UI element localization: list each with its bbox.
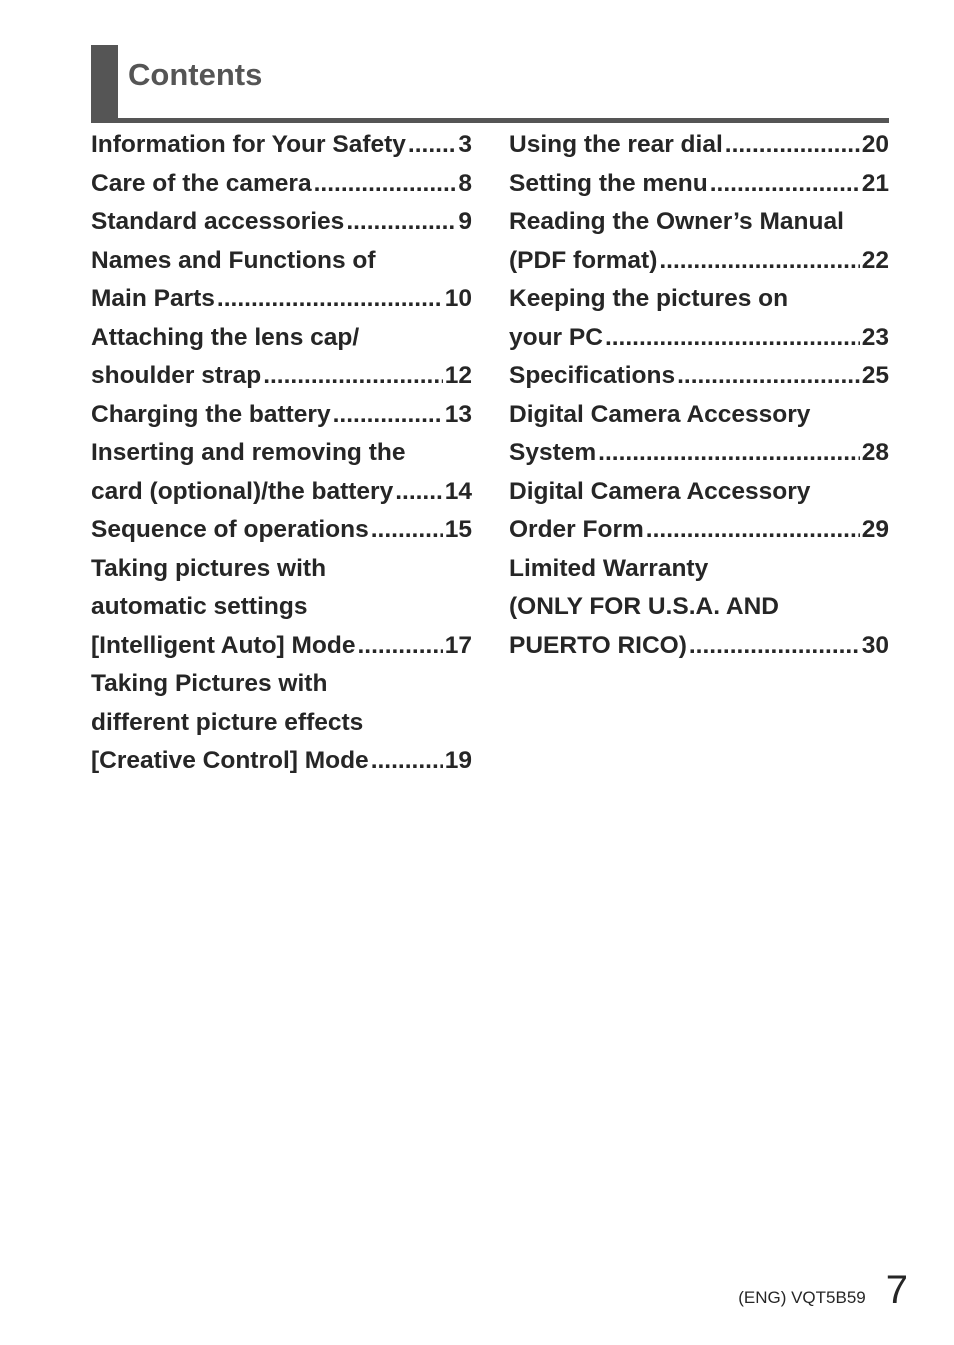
toc-dot-leader [677, 357, 860, 396]
toc-entry-title-line[interactable]: Taking pictures with [91, 554, 327, 582]
toc-entry-title-line[interactable]: Inserting and removing the [91, 439, 406, 466]
toc-entry[interactable] [91, 627, 472, 666]
toc-entry-title-line[interactable]: different picture effects [91, 708, 364, 736]
toc-entry-title: PUERTO RICO) [509, 631, 687, 659]
toc-page-number: 10 [444, 285, 472, 312]
toc-entry-title-line[interactable]: Names and Functions of [91, 246, 376, 274]
toc-entry-title: Standard accessories [91, 208, 345, 235]
toc-entry[interactable] [509, 319, 889, 358]
toc-dot-leader [314, 165, 457, 204]
toc-entry-title-line[interactable]: automatic settings [91, 593, 308, 620]
toc-dot-leader [408, 126, 456, 165]
header-accent-bar [91, 45, 118, 123]
toc-entry-title-line[interactable]: Attaching the lens cap/ [91, 323, 360, 351]
contents-header [91, 45, 889, 123]
toc-entry[interactable] [91, 742, 472, 781]
toc-entry-title: Specifications [509, 362, 676, 389]
toc-entry[interactable] [91, 165, 472, 204]
toc-left-column [91, 126, 472, 781]
page-number: 7 [885, 1268, 908, 1312]
toc-dot-leader [605, 319, 860, 358]
toc-page-number: 13 [444, 400, 472, 428]
toc-page-number: 14 [444, 477, 472, 505]
toc-dot-leader [659, 242, 859, 281]
toc-entry-title: System [509, 439, 597, 466]
toc-entry-title: [Creative Control] Mode [91, 747, 369, 774]
toc-page-number: 8 [458, 169, 472, 197]
toc-page-number: 20 [861, 131, 889, 158]
toc-entry-title: (PDF format) [509, 246, 658, 274]
toc-page-number: 9 [458, 208, 472, 235]
page-footer [738, 1270, 908, 1310]
toc-entry-title-line[interactable]: Limited Warranty [509, 554, 709, 582]
toc-page-number: 22 [861, 246, 889, 274]
toc-dot-leader [710, 165, 860, 204]
toc-dot-leader [646, 511, 860, 550]
toc-page-number: 15 [444, 516, 472, 543]
toc-entry[interactable] [509, 357, 889, 396]
toc-dot-leader [357, 627, 442, 666]
toc-dot-leader [333, 396, 443, 435]
toc-entry-title: Order Form [509, 516, 644, 543]
toc-dot-leader [263, 357, 443, 396]
toc-entry-title: shoulder strap [91, 362, 262, 389]
toc-page-number: 12 [444, 362, 472, 389]
toc-entry[interactable] [91, 511, 472, 550]
toc-page-number: 29 [861, 516, 889, 543]
toc-page-number: 23 [861, 323, 889, 351]
toc-entry-title-line[interactable]: (ONLY FOR U.S.A. AND [509, 593, 779, 620]
toc-entry-title: Main Parts [91, 285, 215, 312]
toc-entry[interactable] [91, 396, 472, 435]
toc-dot-leader [217, 280, 443, 319]
manual-code: (ENG) VQT5B59 [738, 1288, 866, 1307]
toc-page-number: 3 [458, 131, 472, 158]
toc-entry-title: Charging the battery [91, 400, 331, 428]
toc-entry[interactable] [509, 511, 889, 550]
toc-entry[interactable] [91, 357, 472, 396]
toc-dot-leader [689, 627, 860, 666]
toc-entry-title: Information for Your Safety [91, 131, 406, 158]
toc-page-number: 17 [444, 631, 472, 659]
toc-entry[interactable] [509, 627, 889, 666]
toc-page-number: 30 [861, 631, 889, 659]
toc-dot-leader [371, 742, 443, 781]
toc-entry-title-line[interactable]: Taking Pictures with [91, 670, 328, 697]
toc-page-number: 28 [861, 439, 889, 466]
toc-dot-leader [598, 434, 860, 473]
toc-entry[interactable] [91, 126, 472, 165]
toc-entry-title: your PC [509, 323, 603, 351]
toc-dot-leader [346, 203, 456, 242]
toc-right-column [509, 126, 889, 665]
toc-entry-title: [Intelligent Auto] Mode [91, 631, 356, 659]
toc-entry[interactable] [509, 434, 889, 473]
toc-entry-title: Sequence of operations [91, 516, 369, 543]
toc-entry-title: card (optional)/the battery [91, 477, 394, 505]
toc-entry[interactable] [91, 203, 472, 242]
toc-entry-title-line[interactable]: Digital Camera Accessory [509, 400, 811, 428]
toc-page-number: 21 [861, 169, 889, 197]
toc-entry-title-line[interactable]: Keeping the pictures on [509, 285, 789, 312]
toc-entry-title: Care of the camera [91, 169, 312, 197]
toc-dot-leader [371, 511, 443, 550]
toc-entry[interactable] [509, 242, 889, 281]
page-title: Contents [128, 57, 263, 92]
toc-entry-title-line[interactable]: Digital Camera Accessory [509, 477, 811, 505]
toc-entry[interactable] [509, 165, 889, 204]
toc-entry[interactable] [91, 280, 472, 319]
toc-entry-title-line[interactable]: Reading the Owner’s Manual [509, 208, 844, 235]
toc-entry[interactable] [91, 473, 472, 512]
toc-entry[interactable] [509, 126, 889, 165]
toc-entry-title: Using the rear dial [509, 131, 723, 158]
toc-page-number: 25 [861, 362, 889, 389]
toc-dot-leader [725, 126, 860, 165]
toc-page-number: 19 [444, 747, 472, 774]
toc-dot-leader [395, 473, 443, 512]
toc-entry-title: Setting the menu [509, 169, 708, 197]
header-underline [91, 118, 889, 123]
